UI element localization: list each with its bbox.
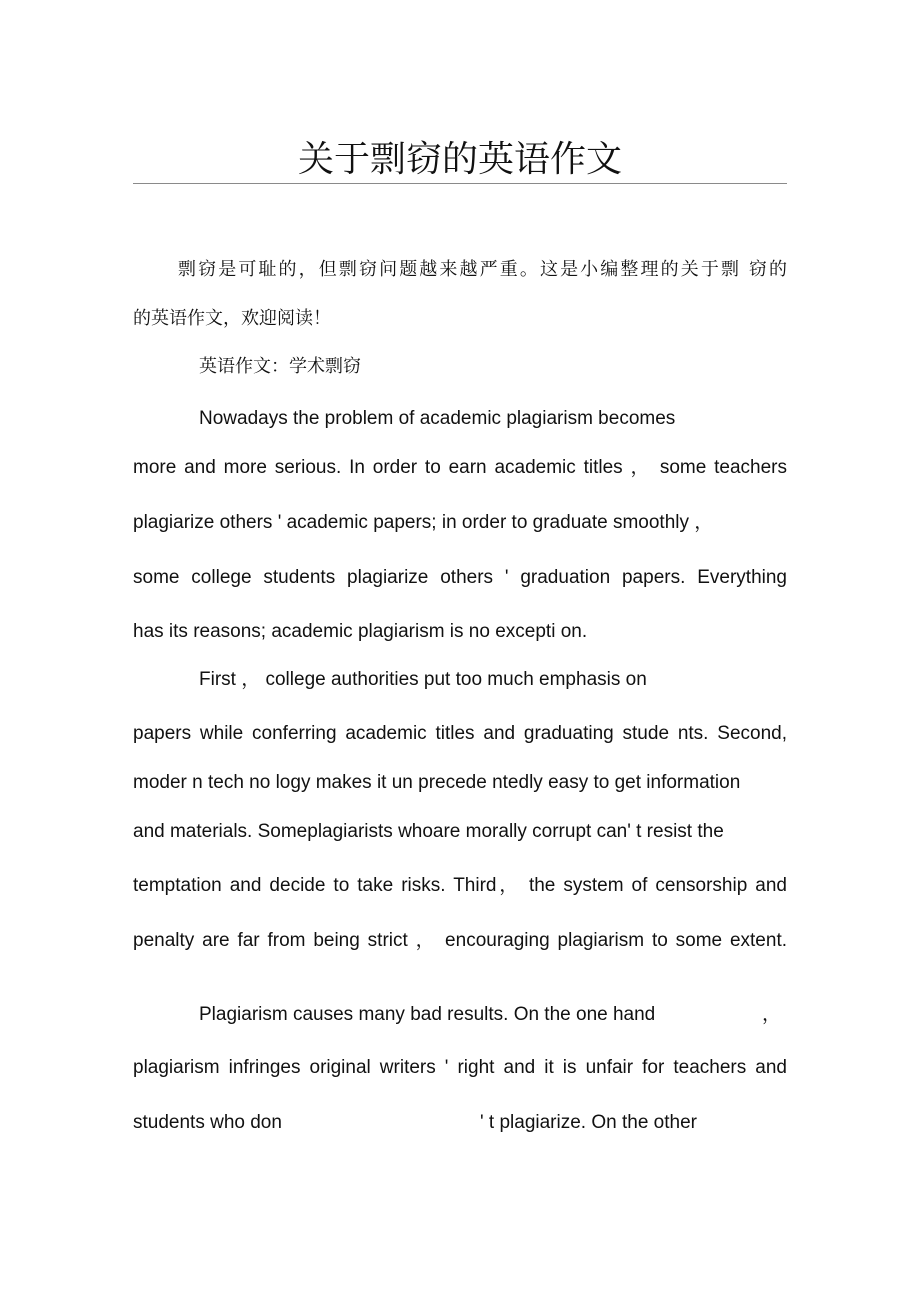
- document-title: 关于剽窃的英语作文: [297, 139, 622, 180]
- paragraph-1-line-1: Nowadays the problem of academic plagiarism becomes: [199, 408, 676, 429]
- paragraph-2-line-2: papers while conferring academic titles and graduating stude nts. Second,: [133, 723, 787, 744]
- intro-line-2: 的英语作文，欢迎阅读！: [133, 308, 331, 329]
- paragraph-3-line-3-left: students who don: [133, 1112, 282, 1133]
- essay-subtitle: 英语作文：学术剽窃: [199, 356, 361, 377]
- paragraph-1-line-2: more and more serious. In order to earn academic titles ， some teachers: [133, 457, 787, 478]
- paragraph-3-line-2: plagiarism infringes original writers ' right and it is unfair for teachers and: [133, 1057, 787, 1078]
- title-underline: [133, 183, 787, 184]
- paragraph-3-line-1-left: Plagiarism causes many bad results. On the one hand: [199, 1004, 656, 1025]
- paragraph-2-line-1: First ， college authorities put too much emphasis on: [199, 669, 647, 690]
- paragraph-1-line-5: has its reasons; academic plagiarism is no excepti on.: [133, 621, 588, 642]
- paragraph-3-line-1-right: ，: [762, 1004, 782, 1025]
- paragraph-3-line-3-right: ' t plagiarize. On the other: [480, 1112, 697, 1133]
- paragraph-1-line-4: some college students plagiarize others ' graduation papers. Everything: [133, 567, 787, 588]
- paragraph-2-line-4: and materials. Someplagiarists whoare morally corrupt can' t resist the: [133, 821, 724, 842]
- intro-line-1: 剽窃是可耻的，但剽窃问题越来越严重。这是小编整理的关于剽 窃的: [178, 259, 787, 280]
- paragraph-2-line-5: temptation and decide to take risks. Third， the system of censorship and: [133, 875, 787, 896]
- paragraph-2-line-3: moder n tech no logy makes it un precede ntedly easy to get information: [133, 772, 741, 793]
- paragraph-2-line-6: penalty are far from being strict ， encouraging plagiarism to some extent.: [133, 930, 787, 951]
- paragraph-1-line-3: plagiarize others ' academic papers; in order to graduate smoothly ，: [133, 512, 714, 533]
